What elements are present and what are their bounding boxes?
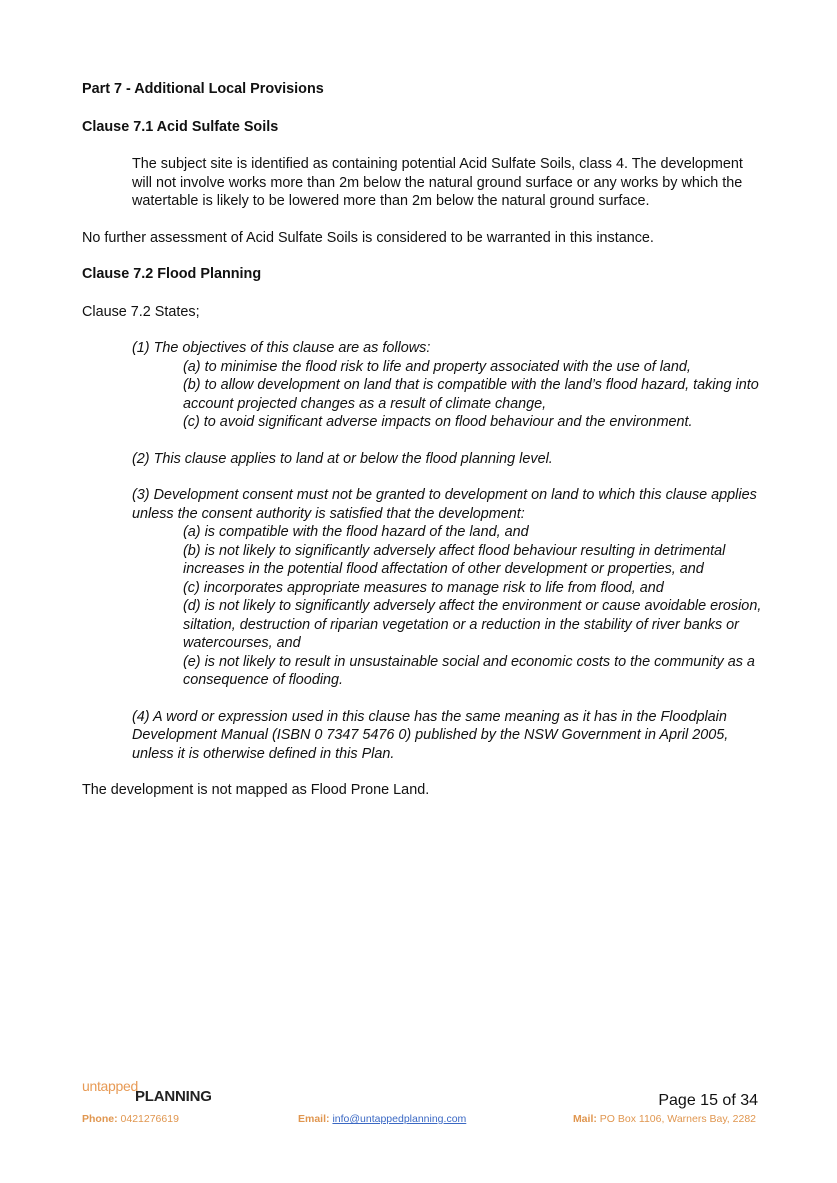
mail-value: PO Box 1106, Warners Bay, 2282	[599, 1113, 756, 1125]
email-label: Email:	[298, 1113, 330, 1125]
part-heading: Part 7 - Additional Local Provisions	[82, 81, 324, 97]
clause-7-1-conclusion: No further assessment of Acid Sulfate Soils is considered to be warranted in this instance.	[82, 229, 654, 246]
subclause-4: (4) A word or expression used in this clause has the same meaning as it has in the Floodplain Development Manual (ISBN 0 7347 5476 0) published by the NSW Government in April 2005, unless it is otherwise defined in this Plan.	[132, 708, 729, 762]
logo-small-text: untapped	[82, 1078, 138, 1094]
subclause-1-a: (a) to minimise the flood risk to life and property associated with the use of land,	[183, 358, 691, 375]
clause-7-2-intro: Clause 7.2 States;	[82, 303, 200, 320]
subclause-2: (2) This clause applies to land at or below the flood planning level.	[132, 450, 553, 467]
email-link[interactable]: info@untappedplanning.com	[332, 1113, 467, 1125]
subclause-3-c: (c) incorporates appropriate measures to manage risk to life from flood, and	[183, 579, 664, 596]
subclause-3-lead: (3) Development consent must not be granted to development on land to which this clause applies unless the consent authority is satisfied that the development:	[132, 487, 757, 522]
subclause-1-c: (c) to avoid significant adverse impacts on flood behaviour and the environment.	[183, 414, 693, 430]
clause-7-2-heading: Clause 7.2 Flood Planning	[82, 266, 262, 282]
clause-7-2-quote	[82, 339, 762, 781]
clause-7-1-body: The subject site is identified as containing potential Acid Sulfate Soils, class 4. The development will not involve works more than 2m below the natural ground surface or any works by which the watertable is likely to be lowered more than 2m below the natural ground surface.	[132, 156, 743, 209]
subclause-3-b: (b) is not likely to significantly adversely affect flood behaviour resulting in detrimental increases in the potential flood affectation of other development or properties, and	[183, 542, 726, 577]
subclause-3-d: (d) is not likely to significantly adversely affect the environment or cause avoidable erosion, siltation, destruction of riparian vegetation or a reduction in the stability of river banks or watercourses, and	[183, 598, 762, 651]
mail-label: Mail:	[572, 1113, 597, 1125]
subclause-1-lead: (1) The objectives of this clause are as follows:	[132, 340, 431, 356]
clause-7-1-heading: Clause 7.1 Acid Sulfate Soils	[82, 118, 279, 135]
footer-phone	[82, 1113, 179, 1125]
subclause-3-e: (e) is not likely to result in unsustainable social and economic costs to the community as a consequence of flooding.	[183, 653, 755, 688]
subclause-1-b: (b) to allow development on land that is compatible with the land’s flood hazard, taking into account projected changes as a result of climate change,	[183, 377, 759, 412]
page-number: Page 15 of 34	[658, 1092, 758, 1109]
clause-7-2-conclusion: The development is not mapped as Flood Prone Land.	[82, 782, 430, 798]
phone-value: 0421276619	[120, 1113, 179, 1125]
logo-big-text: PLANNING	[135, 1088, 212, 1105]
page-content	[82, 80, 762, 800]
page-footer	[82, 1078, 762, 1138]
footer-email	[298, 1113, 466, 1125]
phone-label: Phone:	[82, 1113, 118, 1125]
footer-mail	[573, 1113, 756, 1125]
subclause-3-a: (a) is compatible with the flood hazard of the land, and	[183, 524, 529, 540]
